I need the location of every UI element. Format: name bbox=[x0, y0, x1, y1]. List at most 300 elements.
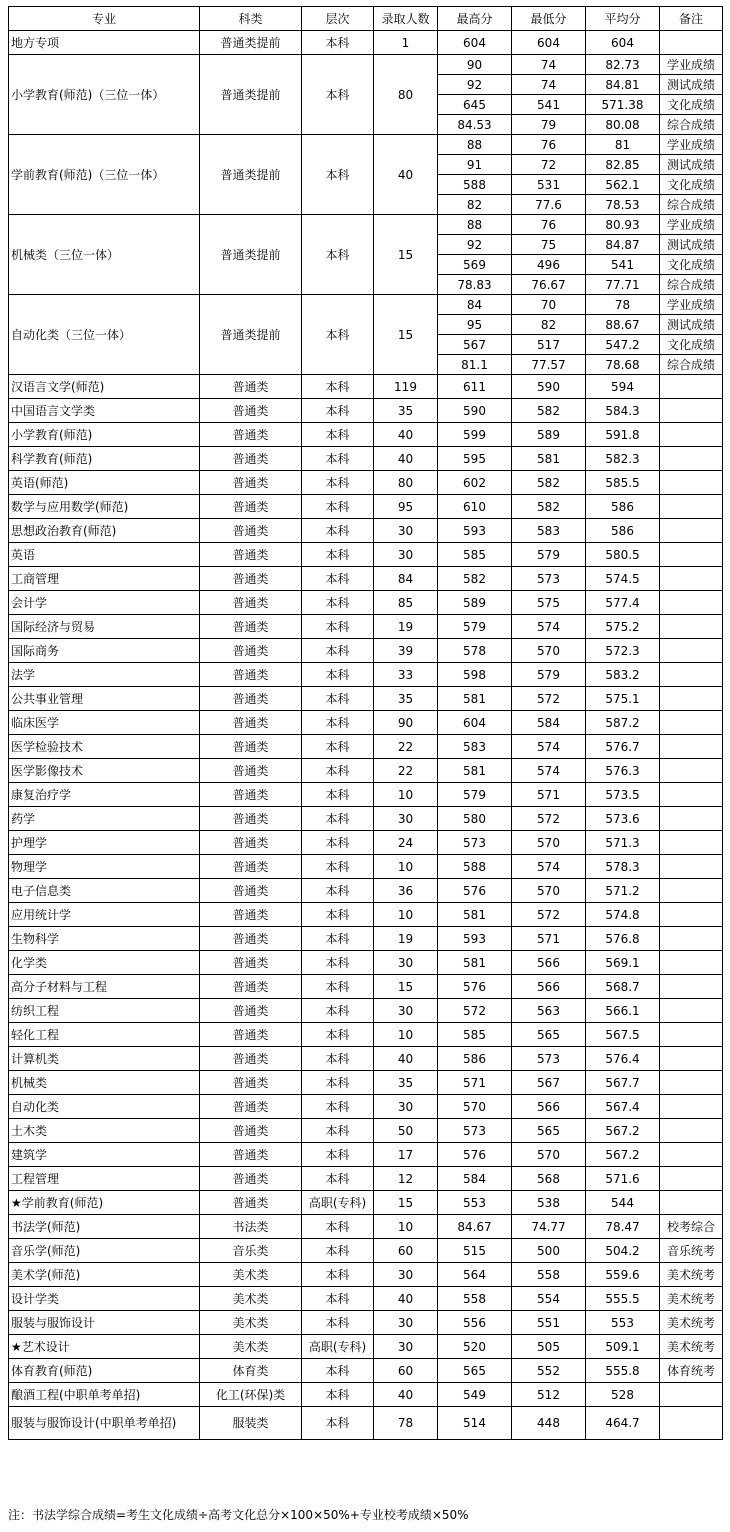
cell-min: 567 bbox=[512, 1071, 586, 1095]
cell-major: 轻化工程 bbox=[9, 1023, 200, 1047]
cell-remark: 美术统考 bbox=[660, 1287, 723, 1311]
cell-max: 572 bbox=[438, 999, 512, 1023]
cell-min: 74 bbox=[512, 55, 586, 75]
cell-count: 36 bbox=[374, 879, 438, 903]
cell-remark bbox=[660, 495, 723, 519]
cell-level: 本科 bbox=[302, 1383, 374, 1407]
cell-count: 95 bbox=[374, 495, 438, 519]
cell-category: 书法类 bbox=[200, 1215, 302, 1239]
cell-level: 本科 bbox=[302, 879, 374, 903]
table-row bbox=[9, 31, 723, 55]
table-row bbox=[9, 567, 723, 591]
table-row bbox=[9, 1023, 723, 1047]
cell-level: 本科 bbox=[302, 399, 374, 423]
table-row bbox=[9, 903, 723, 927]
cell-category: 普通类 bbox=[200, 519, 302, 543]
cell-count: 30 bbox=[374, 1095, 438, 1119]
cell-count: 50 bbox=[374, 1119, 438, 1143]
cell-level: 本科 bbox=[302, 519, 374, 543]
cell-avg: 573.5 bbox=[586, 783, 660, 807]
cell-avg: 567.5 bbox=[586, 1023, 660, 1047]
cell-major: 音乐学(师范) bbox=[9, 1239, 200, 1263]
cell-major: 康复治疗学 bbox=[9, 783, 200, 807]
cell-avg: 576.3 bbox=[586, 759, 660, 783]
cell-category: 普通类 bbox=[200, 951, 302, 975]
cell-category: 音乐类 bbox=[200, 1239, 302, 1263]
cell-level: 本科 bbox=[302, 135, 374, 215]
group-subrow bbox=[9, 215, 723, 235]
cell-major: 会计学 bbox=[9, 591, 200, 615]
cell-category: 普通类 bbox=[200, 543, 302, 567]
cell-remark: 综合成绩 bbox=[660, 355, 723, 375]
cell-level: 高职(专科) bbox=[302, 1335, 374, 1359]
cell-min: 76 bbox=[512, 135, 586, 155]
cell-count: 15 bbox=[374, 295, 438, 375]
table-row bbox=[9, 1071, 723, 1095]
cell-major: 电子信息类 bbox=[9, 879, 200, 903]
admission-score-table bbox=[8, 6, 723, 1440]
cell-min: 574 bbox=[512, 759, 586, 783]
cell-remark: 文化成绩 bbox=[660, 175, 723, 195]
cell-min: 500 bbox=[512, 1239, 586, 1263]
cell-max: 564 bbox=[438, 1263, 512, 1287]
table-row bbox=[9, 975, 723, 999]
cell-major: 临床医学 bbox=[9, 711, 200, 735]
cell-category: 普通类 bbox=[200, 423, 302, 447]
cell-max: 604 bbox=[438, 711, 512, 735]
cell-category: 普通类提前 bbox=[200, 55, 302, 135]
cell-avg: 88.67 bbox=[586, 315, 660, 335]
cell-major: 计算机类 bbox=[9, 1047, 200, 1071]
cell-count: 12 bbox=[374, 1167, 438, 1191]
cell-avg: 82.85 bbox=[586, 155, 660, 175]
cell-avg: 574.8 bbox=[586, 903, 660, 927]
cell-max: 558 bbox=[438, 1287, 512, 1311]
cell-avg: 586 bbox=[586, 519, 660, 543]
header-row bbox=[9, 7, 723, 31]
cell-max: 595 bbox=[438, 447, 512, 471]
cell-remark bbox=[660, 1167, 723, 1191]
cell-max: 84 bbox=[438, 295, 512, 315]
cell-avg: 573.6 bbox=[586, 807, 660, 831]
cell-count: 40 bbox=[374, 1383, 438, 1407]
cell-remark bbox=[660, 903, 723, 927]
cell-count: 15 bbox=[374, 215, 438, 295]
cell-avg: 571.3 bbox=[586, 831, 660, 855]
cell-remark bbox=[660, 783, 723, 807]
cell-min: 531 bbox=[512, 175, 586, 195]
cell-remark: 学业成绩 bbox=[660, 55, 723, 75]
cell-remark: 学业成绩 bbox=[660, 295, 723, 315]
cell-avg: 575.1 bbox=[586, 687, 660, 711]
cell-max: 604 bbox=[438, 31, 512, 55]
cell-avg: 504.2 bbox=[586, 1239, 660, 1263]
cell-max: 581 bbox=[438, 903, 512, 927]
cell-min: 70 bbox=[512, 295, 586, 315]
cell-max: 88 bbox=[438, 135, 512, 155]
cell-category: 普通类 bbox=[200, 735, 302, 759]
cell-count: 19 bbox=[374, 927, 438, 951]
cell-avg: 567.4 bbox=[586, 1095, 660, 1119]
table-row bbox=[9, 1047, 723, 1071]
cell-category: 普通类 bbox=[200, 615, 302, 639]
cell-major: 小学教育(师范)（三位一体） bbox=[9, 55, 200, 135]
cell-max: 582 bbox=[438, 567, 512, 591]
cell-count: 10 bbox=[374, 783, 438, 807]
cell-min: 571 bbox=[512, 927, 586, 951]
cell-level: 本科 bbox=[302, 783, 374, 807]
cell-min: 566 bbox=[512, 975, 586, 999]
table-row bbox=[9, 1383, 723, 1407]
cell-min: 574 bbox=[512, 855, 586, 879]
cell-category: 普通类 bbox=[200, 1143, 302, 1167]
cell-max: 84.53 bbox=[438, 115, 512, 135]
table-row bbox=[9, 591, 723, 615]
table-row bbox=[9, 1191, 723, 1215]
cell-count: 10 bbox=[374, 1215, 438, 1239]
cell-major: 数学与应用数学(师范) bbox=[9, 495, 200, 519]
cell-count: 35 bbox=[374, 399, 438, 423]
cell-avg: 571.38 bbox=[586, 95, 660, 115]
cell-level: 本科 bbox=[302, 215, 374, 295]
cell-remark bbox=[660, 519, 723, 543]
cell-remark bbox=[660, 807, 723, 831]
cell-category: 普通类 bbox=[200, 687, 302, 711]
cell-min: 582 bbox=[512, 399, 586, 423]
cell-remark bbox=[660, 831, 723, 855]
cell-avg: 568.7 bbox=[586, 975, 660, 999]
cell-max: 82 bbox=[438, 195, 512, 215]
cell-max: 556 bbox=[438, 1311, 512, 1335]
cell-max: 583 bbox=[438, 735, 512, 759]
cell-remark bbox=[660, 1119, 723, 1143]
cell-min: 590 bbox=[512, 375, 586, 399]
cell-count: 90 bbox=[374, 711, 438, 735]
cell-avg: 84.81 bbox=[586, 75, 660, 95]
cell-remark: 文化成绩 bbox=[660, 255, 723, 275]
cell-major: 设计学类 bbox=[9, 1287, 200, 1311]
cell-max: 576 bbox=[438, 879, 512, 903]
cell-remark bbox=[660, 1071, 723, 1095]
cell-category: 普通类提前 bbox=[200, 31, 302, 55]
cell-category: 普通类 bbox=[200, 999, 302, 1023]
header-major: 专业 bbox=[9, 7, 200, 31]
cell-major: 高分子材料与工程 bbox=[9, 975, 200, 999]
cell-avg: 580.5 bbox=[586, 543, 660, 567]
cell-major: 物理学 bbox=[9, 855, 200, 879]
cell-max: 610 bbox=[438, 495, 512, 519]
cell-level: 本科 bbox=[302, 855, 374, 879]
cell-level: 本科 bbox=[302, 1047, 374, 1071]
cell-major: 药学 bbox=[9, 807, 200, 831]
cell-remark: 综合成绩 bbox=[660, 275, 723, 295]
cell-count: 35 bbox=[374, 1071, 438, 1095]
cell-avg: 547.2 bbox=[586, 335, 660, 355]
cell-count: 30 bbox=[374, 1335, 438, 1359]
table-row bbox=[9, 639, 723, 663]
cell-min: 566 bbox=[512, 951, 586, 975]
cell-count: 40 bbox=[374, 447, 438, 471]
cell-count: 78 bbox=[374, 1407, 438, 1440]
table-row bbox=[9, 951, 723, 975]
table-row-last bbox=[9, 1407, 723, 1440]
cell-min: 74.77 bbox=[512, 1215, 586, 1239]
cell-max: 92 bbox=[438, 75, 512, 95]
cell-remark: 体育统考 bbox=[660, 1359, 723, 1383]
cell-max: 90 bbox=[438, 55, 512, 75]
cell-min: 566 bbox=[512, 1095, 586, 1119]
cell-min: 72 bbox=[512, 155, 586, 175]
cell-max: 589 bbox=[438, 591, 512, 615]
cell-major: 服装与服饰设计(中职单考单招) bbox=[9, 1407, 200, 1440]
table-row bbox=[9, 999, 723, 1023]
cell-min: 575 bbox=[512, 591, 586, 615]
cell-category: 普通类 bbox=[200, 975, 302, 999]
header-remark: 备注 bbox=[660, 7, 723, 31]
cell-remark bbox=[660, 567, 723, 591]
cell-remark bbox=[660, 1143, 723, 1167]
cell-level: 本科 bbox=[302, 807, 374, 831]
cell-max: 81.1 bbox=[438, 355, 512, 375]
cell-max: 570 bbox=[438, 1095, 512, 1119]
cell-min: 79 bbox=[512, 115, 586, 135]
cell-level: 本科 bbox=[302, 447, 374, 471]
header-count: 录取人数 bbox=[374, 7, 438, 31]
cell-level: 本科 bbox=[302, 1263, 374, 1287]
cell-level: 本科 bbox=[302, 1143, 374, 1167]
cell-count: 35 bbox=[374, 687, 438, 711]
cell-avg: 78.47 bbox=[586, 1215, 660, 1239]
cell-major: 小学教育(师范) bbox=[9, 423, 200, 447]
cell-avg: 583.2 bbox=[586, 663, 660, 687]
cell-avg: 572.3 bbox=[586, 639, 660, 663]
cell-major: 英语 bbox=[9, 543, 200, 567]
cell-avg: 567.2 bbox=[586, 1143, 660, 1167]
cell-remark bbox=[660, 615, 723, 639]
cell-max: 515 bbox=[438, 1239, 512, 1263]
cell-level: 本科 bbox=[302, 1167, 374, 1191]
cell-category: 普通类 bbox=[200, 927, 302, 951]
cell-count: 10 bbox=[374, 903, 438, 927]
cell-remark: 校考综合 bbox=[660, 1215, 723, 1239]
cell-remark: 综合成绩 bbox=[660, 115, 723, 135]
cell-major: 机械类（三位一体） bbox=[9, 215, 200, 295]
cell-level: 本科 bbox=[302, 375, 374, 399]
cell-avg: 77.71 bbox=[586, 275, 660, 295]
cell-level: 本科 bbox=[302, 495, 374, 519]
cell-category: 普通类 bbox=[200, 855, 302, 879]
cell-major: 美术学(师范) bbox=[9, 1263, 200, 1287]
cell-category: 普通类提前 bbox=[200, 295, 302, 375]
cell-avg: 574.5 bbox=[586, 567, 660, 591]
cell-avg: 582.3 bbox=[586, 447, 660, 471]
cell-remark: 文化成绩 bbox=[660, 95, 723, 115]
cell-count: 39 bbox=[374, 639, 438, 663]
cell-count: 22 bbox=[374, 759, 438, 783]
cell-count: 119 bbox=[374, 375, 438, 399]
cell-max: 571 bbox=[438, 1071, 512, 1095]
cell-level: 本科 bbox=[302, 615, 374, 639]
cell-min: 570 bbox=[512, 831, 586, 855]
cell-remark bbox=[660, 663, 723, 687]
cell-level: 本科 bbox=[302, 1359, 374, 1383]
cell-avg: 509.1 bbox=[586, 1335, 660, 1359]
cell-max: 611 bbox=[438, 375, 512, 399]
cell-max: 95 bbox=[438, 315, 512, 335]
cell-remark bbox=[660, 855, 723, 879]
cell-category: 化工(环保)类 bbox=[200, 1383, 302, 1407]
cell-category: 美术类 bbox=[200, 1287, 302, 1311]
cell-level: 本科 bbox=[302, 663, 374, 687]
cell-remark bbox=[660, 423, 723, 447]
cell-remark: 测试成绩 bbox=[660, 315, 723, 335]
cell-max: 573 bbox=[438, 1119, 512, 1143]
cell-avg: 591.8 bbox=[586, 423, 660, 447]
cell-remark bbox=[660, 735, 723, 759]
cell-remark: 美术统考 bbox=[660, 1263, 723, 1287]
table-row bbox=[9, 447, 723, 471]
table-row bbox=[9, 471, 723, 495]
group-subrow bbox=[9, 295, 723, 315]
cell-min: 496 bbox=[512, 255, 586, 275]
cell-major: 思想政治教育(师范) bbox=[9, 519, 200, 543]
table-row bbox=[9, 1287, 723, 1311]
cell-count: 15 bbox=[374, 975, 438, 999]
cell-max: 567 bbox=[438, 335, 512, 355]
cell-avg: 575.2 bbox=[586, 615, 660, 639]
cell-level: 本科 bbox=[302, 975, 374, 999]
cell-avg: 571.6 bbox=[586, 1167, 660, 1191]
cell-min: 563 bbox=[512, 999, 586, 1023]
cell-level: 本科 bbox=[302, 735, 374, 759]
cell-max: 579 bbox=[438, 615, 512, 639]
cell-remark bbox=[660, 951, 723, 975]
cell-count: 85 bbox=[374, 591, 438, 615]
cell-category: 普通类 bbox=[200, 399, 302, 423]
cell-major: 体育教育(师范) bbox=[9, 1359, 200, 1383]
cell-min: 570 bbox=[512, 1143, 586, 1167]
cell-count: 1 bbox=[374, 31, 438, 55]
cell-remark: 学业成绩 bbox=[660, 135, 723, 155]
cell-major: 国际商务 bbox=[9, 639, 200, 663]
table-row bbox=[9, 687, 723, 711]
cell-count: 40 bbox=[374, 1287, 438, 1311]
cell-min: 573 bbox=[512, 1047, 586, 1071]
cell-min: 77.6 bbox=[512, 195, 586, 215]
cell-count: 30 bbox=[374, 1311, 438, 1335]
table-row bbox=[9, 1143, 723, 1167]
header-min: 最低分 bbox=[512, 7, 586, 31]
cell-count: 30 bbox=[374, 519, 438, 543]
cell-remark bbox=[660, 927, 723, 951]
cell-remark bbox=[660, 471, 723, 495]
cell-count: 80 bbox=[374, 55, 438, 135]
cell-min: 541 bbox=[512, 95, 586, 115]
cell-max: 593 bbox=[438, 519, 512, 543]
cell-major: 医学影像技术 bbox=[9, 759, 200, 783]
cell-avg: 82.73 bbox=[586, 55, 660, 75]
cell-major: 中国语言文学类 bbox=[9, 399, 200, 423]
cell-remark bbox=[660, 1023, 723, 1047]
table-row bbox=[9, 495, 723, 519]
cell-count: 84 bbox=[374, 567, 438, 591]
cell-category: 服装类 bbox=[200, 1407, 302, 1440]
cell-max: 645 bbox=[438, 95, 512, 115]
cell-major: 土木类 bbox=[9, 1119, 200, 1143]
cell-max: 553 bbox=[438, 1191, 512, 1215]
cell-category: 普通类 bbox=[200, 711, 302, 735]
cell-category: 普通类 bbox=[200, 903, 302, 927]
table-row bbox=[9, 1119, 723, 1143]
cell-major: 汉语言文学(师范) bbox=[9, 375, 200, 399]
cell-max: 588 bbox=[438, 855, 512, 879]
cell-avg: 569.1 bbox=[586, 951, 660, 975]
cell-count: 30 bbox=[374, 999, 438, 1023]
table-row bbox=[9, 663, 723, 687]
cell-min: 571 bbox=[512, 783, 586, 807]
cell-remark bbox=[660, 1383, 723, 1407]
cell-avg: 541 bbox=[586, 255, 660, 275]
cell-level: 本科 bbox=[302, 927, 374, 951]
cell-category: 普通类 bbox=[200, 759, 302, 783]
cell-level: 本科 bbox=[302, 1071, 374, 1095]
cell-major: 机械类 bbox=[9, 1071, 200, 1095]
cell-max: 580 bbox=[438, 807, 512, 831]
cell-remark: 学业成绩 bbox=[660, 215, 723, 235]
cell-min: 448 bbox=[512, 1407, 586, 1440]
cell-max: 581 bbox=[438, 951, 512, 975]
cell-min: 572 bbox=[512, 903, 586, 927]
cell-category: 普通类 bbox=[200, 1167, 302, 1191]
cell-min: 572 bbox=[512, 807, 586, 831]
group-subrow bbox=[9, 135, 723, 155]
cell-max: 520 bbox=[438, 1335, 512, 1359]
cell-level: 本科 bbox=[302, 567, 374, 591]
cell-avg: 594 bbox=[586, 375, 660, 399]
cell-category: 普通类 bbox=[200, 471, 302, 495]
cell-remark: 美术统考 bbox=[660, 1335, 723, 1359]
cell-max: 581 bbox=[438, 759, 512, 783]
header-max: 最高分 bbox=[438, 7, 512, 31]
cell-min: 579 bbox=[512, 663, 586, 687]
cell-remark bbox=[660, 879, 723, 903]
cell-major: 自动化类（三位一体） bbox=[9, 295, 200, 375]
cell-level: 本科 bbox=[302, 1407, 374, 1440]
cell-avg: 576.8 bbox=[586, 927, 660, 951]
cell-major: 公共事业管理 bbox=[9, 687, 200, 711]
cell-count: 40 bbox=[374, 135, 438, 215]
cell-avg: 80.08 bbox=[586, 115, 660, 135]
cell-avg: 604 bbox=[586, 31, 660, 55]
cell-level: 本科 bbox=[302, 591, 374, 615]
cell-min: 570 bbox=[512, 879, 586, 903]
cell-category: 美术类 bbox=[200, 1263, 302, 1287]
cell-max: 581 bbox=[438, 687, 512, 711]
cell-level: 本科 bbox=[302, 543, 374, 567]
cell-category: 普通类 bbox=[200, 1023, 302, 1047]
cell-min: 551 bbox=[512, 1311, 586, 1335]
cell-avg: 559.6 bbox=[586, 1263, 660, 1287]
cell-min: 572 bbox=[512, 687, 586, 711]
cell-level: 本科 bbox=[302, 31, 374, 55]
cell-level: 本科 bbox=[302, 687, 374, 711]
cell-remark bbox=[660, 31, 723, 55]
cell-avg: 576.4 bbox=[586, 1047, 660, 1071]
cell-remark bbox=[660, 399, 723, 423]
cell-remark bbox=[660, 639, 723, 663]
cell-min: 565 bbox=[512, 1119, 586, 1143]
cell-avg: 562.1 bbox=[586, 175, 660, 195]
